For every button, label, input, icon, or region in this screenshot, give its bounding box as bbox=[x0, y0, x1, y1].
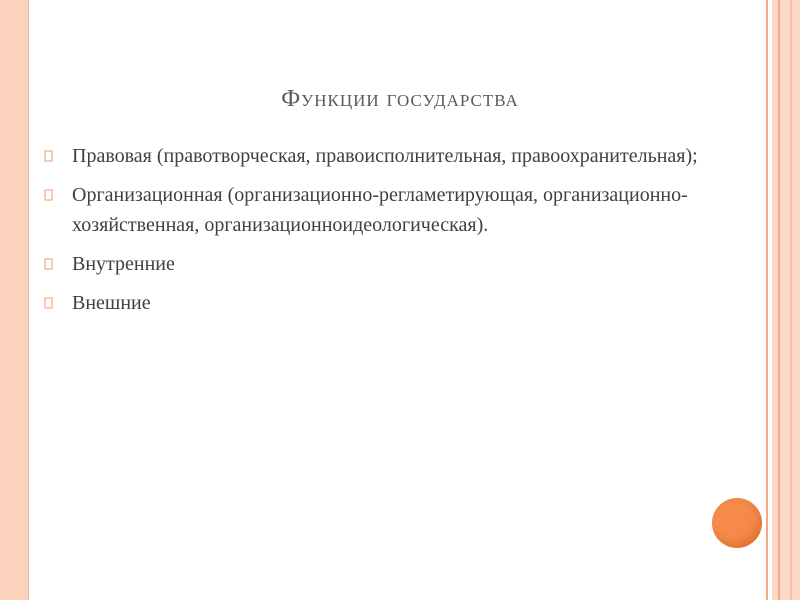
bullet-text: Правовая (правотворческая, правоисполнительная, правоохранительная); bbox=[72, 145, 698, 167]
bullet-text: Организационная (организационно-регламетирующая, организационно-хозяйственная, организационноидеологическая). bbox=[72, 184, 688, 236]
bullet-item bbox=[40, 249, 740, 279]
slide-title: Функции государства bbox=[281, 86, 519, 112]
bullet-marker-icon bbox=[44, 189, 54, 201]
orange-circle-icon bbox=[712, 498, 762, 548]
bullet-marker-icon bbox=[44, 258, 54, 270]
bullet-item bbox=[40, 141, 740, 171]
bullet-list bbox=[40, 141, 740, 327]
bullet-marker-icon bbox=[44, 297, 54, 309]
bullet-item bbox=[40, 288, 740, 318]
bullet-text: Внутренние bbox=[72, 253, 175, 275]
bullet-text: Внешние bbox=[72, 292, 151, 314]
bullet-marker-icon bbox=[44, 150, 54, 162]
bullet-item bbox=[40, 180, 740, 240]
